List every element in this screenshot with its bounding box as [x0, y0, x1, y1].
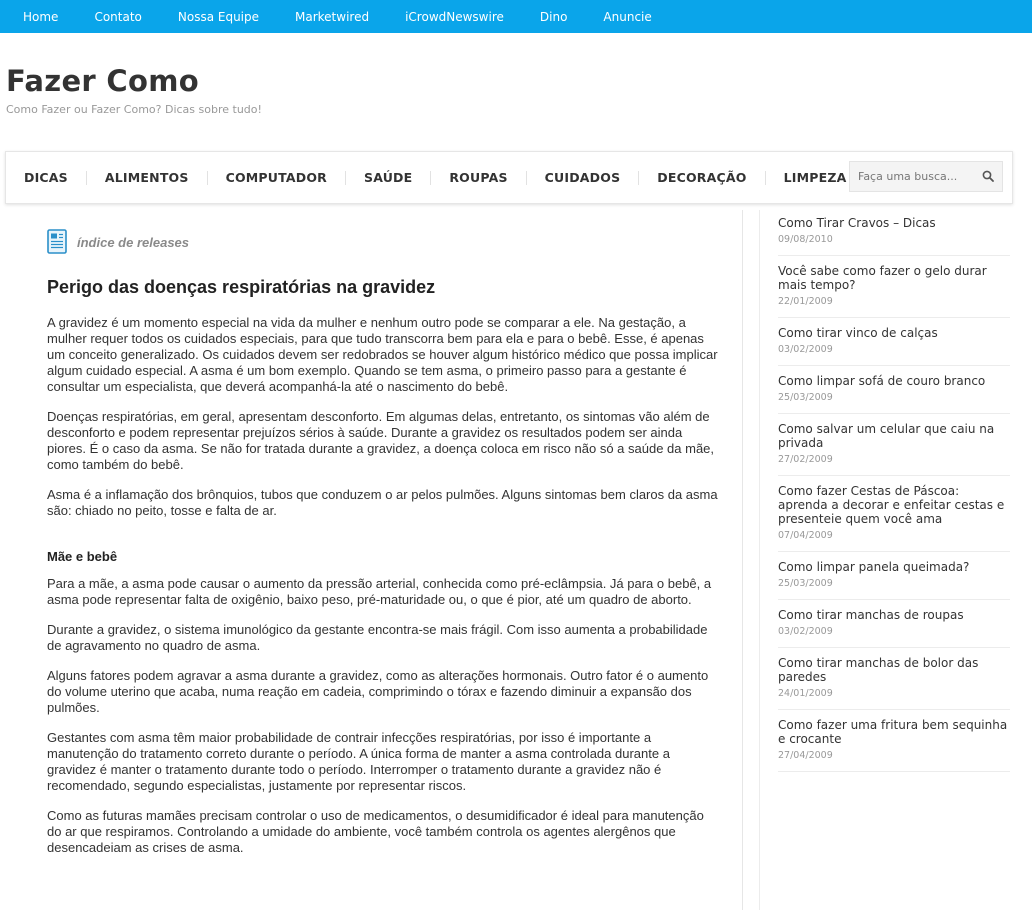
sidebar-post-date: 24/01/2009: [778, 688, 833, 699]
search-box: [849, 161, 1003, 192]
sidebar-post-date: 03/02/2009: [778, 344, 833, 355]
site-tagline: Como Fazer ou Fazer Como? Dicas sobre tudo!: [6, 103, 262, 116]
article-paragraph: A gravidez é um momento especial na vida da mulher e nenhum outro pode se comparar a ele. Na gestação, a mulher requer todos os cuidados especiais, para que tudo transcorra bem para ela e para o bebê. Esse, é apenas um conceito generalizado. Os cuidados devem ser redobrados se houver algum histórico médico que possa implicar algum cuidado especial. A asma é um bom exemplo. Quando se tem asma, o primeiro passo para a gestante é consultar um especialista, que deverá acompanhá-la até o nascimento do bebê.: [47, 315, 718, 394]
sidebar-post-date: 27/04/2009: [778, 750, 833, 761]
document-icon: [47, 229, 69, 255]
sidebar-post-date: 03/02/2009: [778, 626, 833, 637]
sidebar-post: [778, 552, 1010, 600]
sidebar-post-date: 09/08/2010: [778, 234, 833, 245]
sidebar-post-date: 25/03/2009: [778, 392, 833, 403]
sidebar-post-date: 27/02/2009: [778, 454, 833, 465]
sidebar-post-date: 22/01/2009: [778, 296, 833, 307]
sidebar-post: [778, 208, 1010, 256]
sidebar-divider: [759, 210, 760, 910]
sidebar-post-title[interactable]: Você sabe como fazer o gelo durar mais tempo?: [778, 264, 987, 292]
sidebar-post-title[interactable]: Como fazer Cestas de Páscoa: aprenda a decorar e enfeitar cestas e presenteie quem você ama: [778, 484, 1005, 526]
sidebar-recent-posts: [778, 208, 1010, 772]
sidebar-post-title[interactable]: Como Tirar Cravos – Dicas: [778, 216, 936, 230]
category-item-dicas[interactable]: DICAS: [6, 171, 87, 185]
article-paragraph: Durante a gravidez, o sistema imunológico da gestante encontra-se mais frágil. Com isso aumenta a probabilidade de agravamento no quadro de asma.: [47, 622, 708, 653]
top-nav-item-icrowdnewswire[interactable]: iCrowdNewswire: [405, 9, 504, 24]
category-item-alimentos[interactable]: ALIMENTOS: [87, 171, 208, 185]
sidebar-post: [778, 648, 1010, 710]
sidebar-post-date: 07/04/2009: [778, 530, 833, 541]
sidebar-post: [778, 414, 1010, 476]
content-divider: [742, 210, 743, 910]
article-subheading: Mãe e bebê: [47, 549, 118, 564]
category-navbar: [5, 151, 1013, 204]
sidebar-post: [778, 318, 1010, 366]
releases-index-link[interactable]: [47, 227, 719, 257]
category-item-limpeza[interactable]: LIMPEZA: [766, 171, 866, 185]
top-nav-list: [0, 0, 1032, 33]
search-input[interactable]: [850, 162, 974, 191]
article-paragraph: Doenças respiratórias, em geral, apresentam desconforto. Em algumas delas, entretanto, os sintomas vão além de desconforto e podem representar prejuízos sérios à saúde. Durante a gravidez os resultados podem ser ainda piores. É o caso da asma. Se não for tratada durante a gravidez, a doença coloca em risco não só a saúde da mãe, como também do bebê.: [47, 409, 715, 472]
article-paragraph: Gestantes com asma têm maior probabilidade de contrair infecções respiratórias, por isso é importante a manutenção do tratamento correto durante o período. A única forma de manter a asma controlada durante a gravidez é manter o tratamento durante todo o período. Interromper o tratamento durante a gravidez não é recomendado, segundo especialistas, justamente por representar riscos.: [47, 730, 670, 793]
category-item-cuidados[interactable]: CUIDADOS: [527, 171, 640, 185]
sidebar-post-date: 25/03/2009: [778, 578, 833, 589]
sidebar-post-title[interactable]: Como tirar vinco de calças: [778, 326, 938, 340]
releases-index-label: índice de releases: [77, 234, 190, 250]
top-nav-item-home[interactable]: Home: [23, 9, 59, 24]
sidebar-post-title[interactable]: Como fazer uma fritura bem sequinha e crocante: [778, 718, 1008, 746]
article: [47, 227, 719, 870]
search-icon[interactable]: [982, 170, 994, 182]
top-nav-item-marketwired[interactable]: Marketwired: [295, 9, 370, 24]
site-title[interactable]: Fazer Como: [6, 64, 199, 98]
sidebar-post-title[interactable]: Como limpar sofá de couro branco: [778, 374, 986, 388]
top-nav-item-contato[interactable]: Contato: [94, 9, 142, 24]
sidebar-post: [778, 600, 1010, 648]
top-nav-item-anuncie[interactable]: Anuncie: [603, 9, 652, 24]
category-item-saude[interactable]: SAÚDE: [346, 171, 431, 185]
sidebar-post-title[interactable]: Como tirar manchas de roupas: [778, 608, 964, 622]
sidebar-post-title[interactable]: Como salvar um celular que caiu na privada: [778, 422, 995, 450]
sidebar-post: [778, 710, 1010, 772]
sidebar-post-title[interactable]: Como tirar manchas de bolor das paredes: [778, 656, 979, 684]
category-item-roupas[interactable]: ROUPAS: [431, 171, 526, 185]
article-paragraph: Asma é a inflamação dos brônquios, tubos que conduzem o ar pelos pulmões. Alguns sintomas bem claros da asma são: chiado no peito, tosse e falta de ar.: [47, 487, 718, 518]
top-nav-item-nossa-equipe[interactable]: Nossa Equipe: [177, 9, 260, 24]
sidebar-post-title[interactable]: Como limpar panela queimada?: [778, 560, 970, 574]
article-paragraph: Para a mãe, a asma pode causar o aumento da pressão arterial, conhecida como pré-eclâmpsia. Já para o bebê, a asma pode representar falta de oxigênio, baixo peso, pré-maturidade ou, o que é pior, até um quadro de aborto.: [47, 576, 712, 607]
top-navbar: [0, 0, 1032, 33]
sidebar-post: [778, 476, 1010, 552]
article-paragraph: Como as futuras mamães precisam controlar o uso de medicamentos, o desumidificador é ideal para manutenção do ar que respiramos. Controlando a umidade do ambiente, você também controla os agentes alergênos que desencadeiam as crises de asma.: [47, 808, 704, 855]
article-title: Perigo das doenças respiratórias na gravidez: [47, 277, 436, 297]
top-nav-item-dino[interactable]: Dino: [539, 9, 568, 24]
sidebar-post: [778, 256, 1010, 318]
article-paragraph: Alguns fatores podem agravar a asma durante a gravidez, como as alterações hormonais. Outro fator é o aumento do volume uterino que acaba, numa reação em cadeia, comprimindo o tórax e fazendo diminuir a expansão dos pulmões.: [47, 668, 709, 715]
sidebar-post: [778, 366, 1010, 414]
category-item-computador[interactable]: COMPUTADOR: [208, 171, 346, 185]
category-item-decoracao[interactable]: DECORAÇÃO: [639, 171, 765, 185]
